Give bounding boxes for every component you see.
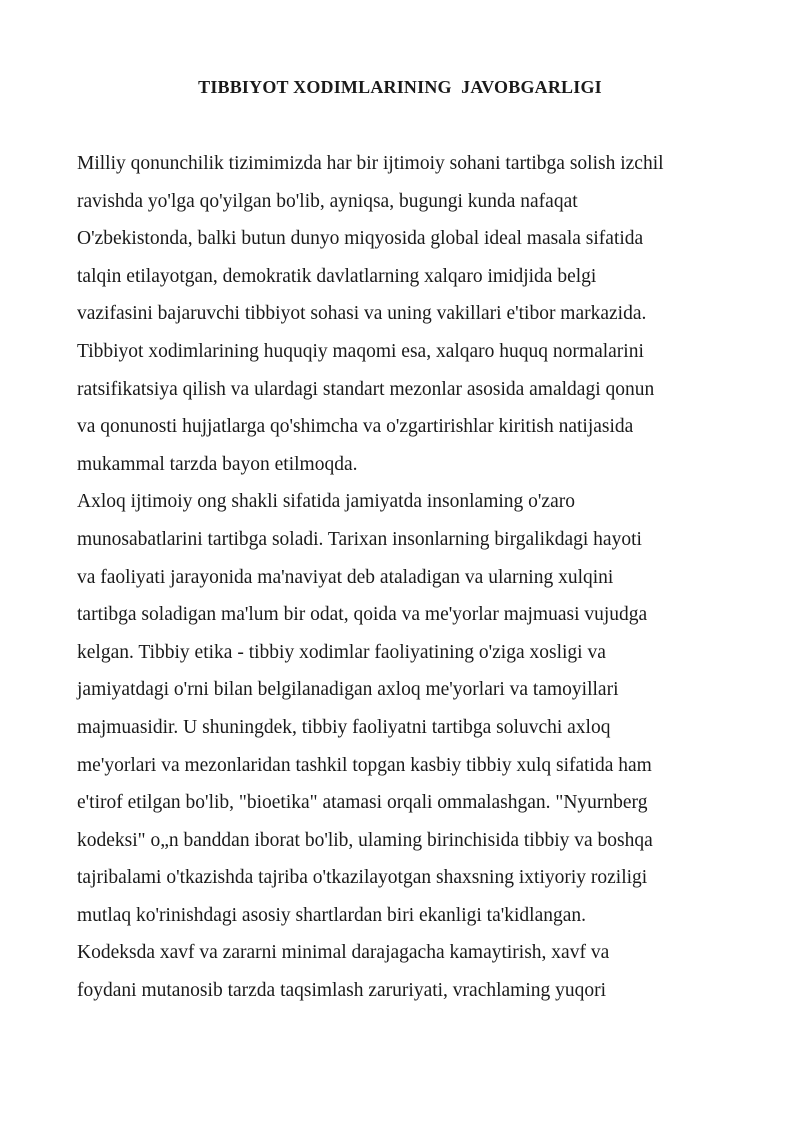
- text-line: mutlaq ko'rinishdagi asosiy shartlardan biri ekanligi ta'kidlangan.: [77, 904, 587, 926]
- text-line: tajribalami o'tkazishda tajriba o'tkazilayotgan shaxsning ixtiyoriy roziligi: [77, 867, 648, 889]
- text-line: ravishda yo'lga qo'yilgan bo'lib, ayniqsa, bugungi kunda nafaqat: [77, 190, 578, 212]
- text-line: Axloq ijtimoiy ong shakli sifatida jamiyatda insonlaming o'zaro: [77, 491, 575, 513]
- text-line: Kodeksda xavf va zararni minimal darajagacha kamaytirish, xavf va: [77, 942, 610, 964]
- text-line: mukammal tarzda bayon etilmoqda.: [77, 453, 358, 475]
- text-line: ratsifikatsiya qilish va ulardagi standart mezonlar asosida amaldagi qonun: [77, 378, 655, 400]
- text-line: tartibga soladigan ma'lum bir odat, qoida va me'yorlar majmuasi vujudga: [77, 604, 648, 626]
- document-title: TIBBIYOT XODIMLARINING JAVOBGARLIGI: [198, 77, 602, 97]
- text-line: Tibbiyot xodimlarining huquqiy maqomi esa, xalqaro huquq normalarini: [77, 340, 644, 362]
- text-line: foydani mutanosib tarzda taqsimlash zaruriyati, vrachlaming yuqori: [77, 980, 607, 1002]
- text-line: majmuasidir. U shuningdek, tibbiy faoliyatni tartibga soluvchi axloq: [77, 716, 611, 738]
- text-line: va qonunosti hujjatlarga qo'shimcha va o'zgartirishlar kiritish natijasida: [77, 416, 634, 438]
- text-line: vazifasini bajaruvchi tibbiyot sohasi va uning vakillari e'tibor markazida.: [77, 303, 647, 325]
- text-line: e'tirof etilgan bo'lib, "bioetika" atamasi orqali ommalashgan. "Nyurnberg: [77, 792, 648, 814]
- document-body: [77, 145, 737, 1010]
- text-line: O'zbekistonda, balki butun dunyo miqyosida global ideal masala sifatida: [77, 228, 644, 250]
- text-line: talqin etilayotgan, demokratik davlatlarning xalqaro imidjida belgi: [77, 265, 597, 287]
- text-line: me'yorlari va mezonlaridan tashkil topgan kasbiy tibbiy xulq sifatida ham: [77, 754, 652, 776]
- text-line: kelgan. Tibbiy etika - tibbiy xodimlar faoliyatining o'ziga xosligi va: [77, 641, 606, 663]
- text-line: jamiyatdagi o'rni bilan belgilanadigan axloq me'yorlari va tamoyillari: [77, 679, 619, 701]
- text-line: munosabatlarini tartibga soladi. Tarixan insonlarning birgalikdagi hayoti: [77, 528, 642, 550]
- text-line: va faoliyati jarayonida ma'naviyat deb ataladigan va ularning xulqini: [77, 566, 614, 588]
- text-line: kodeksi" o„n banddan iborat bo'lib, ulaming birinchisida tibbiy va boshqa: [77, 829, 653, 851]
- text-line: Milliy qonunchilik tizimimizda har bir ijtimoiy sohani tartibga solish izchil: [77, 153, 664, 174]
